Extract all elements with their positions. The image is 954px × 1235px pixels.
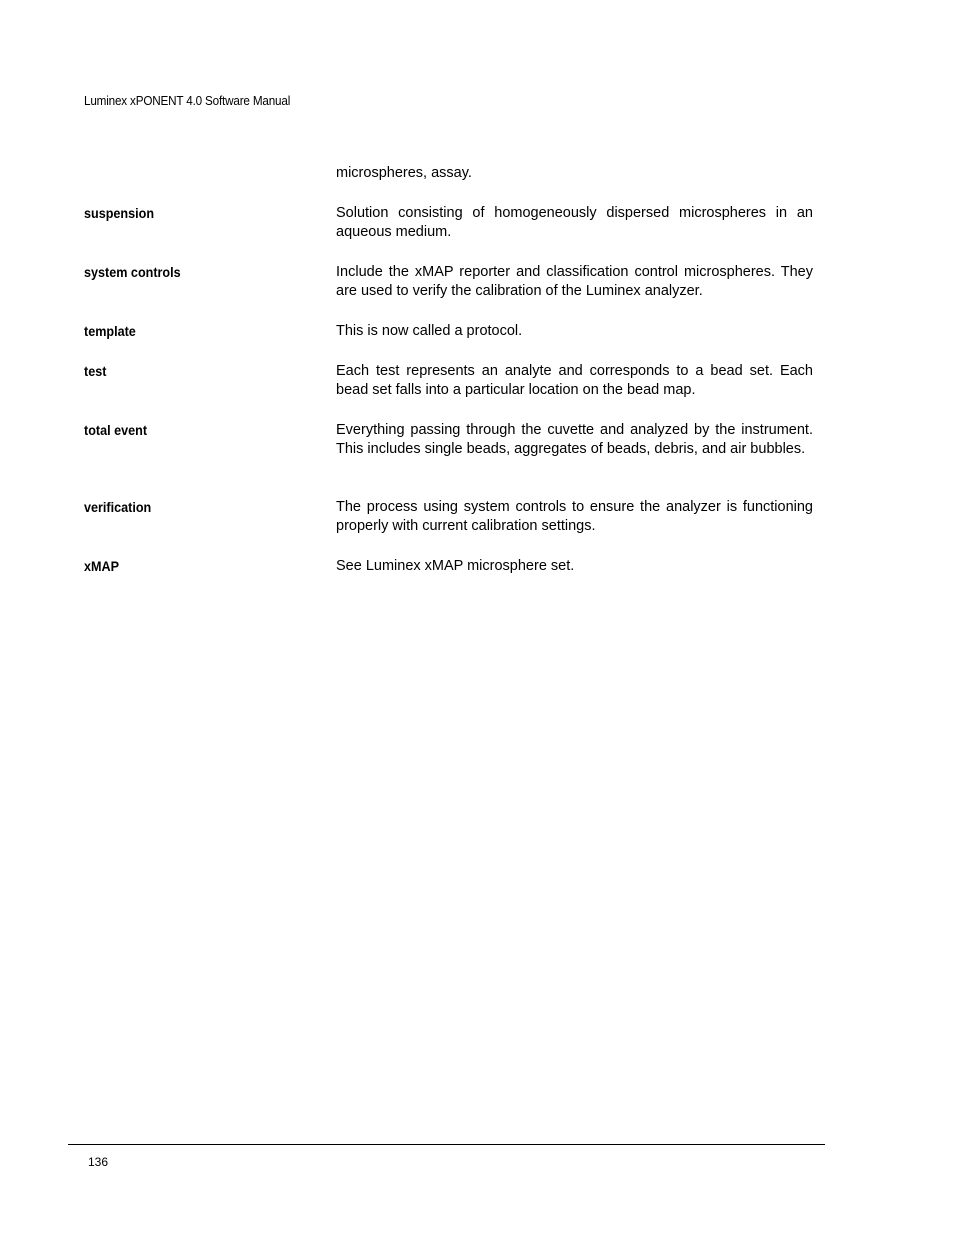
page-number: 136 — [88, 1155, 109, 1169]
footer-divider — [68, 1144, 825, 1145]
glossary-term: verification — [84, 499, 152, 515]
glossary-term: test — [84, 363, 107, 379]
glossary-definition: This is now called a protocol. — [336, 323, 523, 339]
glossary-term: system controls — [84, 264, 181, 280]
glossary-term: xMAP — [84, 558, 120, 574]
glossary-definition: The process using system controls to ensure the analyzer is functioning properly with current calibration settings. — [336, 499, 813, 534]
glossary-definition: Everything passing through the cuvette and analyzed by the instrument. This includes single beads, aggregates of beads, debris, and air bubbles. — [336, 422, 813, 457]
glossary-term: suspension — [84, 205, 155, 221]
glossary-definition: Include the xMAP reporter and classification control microspheres. They are used to verify the calibration of the Luminex analyzer. — [336, 264, 813, 299]
glossary-definition: Each test represents an analyte and corresponds to a bead set. Each bead set falls into a particular location on the bead map. — [336, 363, 813, 398]
glossary-definition: See Luminex xMAP microsphere set. — [336, 558, 575, 574]
glossary-term: total event — [84, 422, 148, 438]
glossary-term: template — [84, 323, 136, 339]
running-header: Luminex xPONENT 4.0 Software Manual — [84, 93, 291, 108]
glossary-definition: Solution consisting of homogeneously dispersed microspheres in an aqueous medium. — [336, 205, 813, 240]
glossary-definition: microspheres, assay. — [336, 165, 472, 181]
